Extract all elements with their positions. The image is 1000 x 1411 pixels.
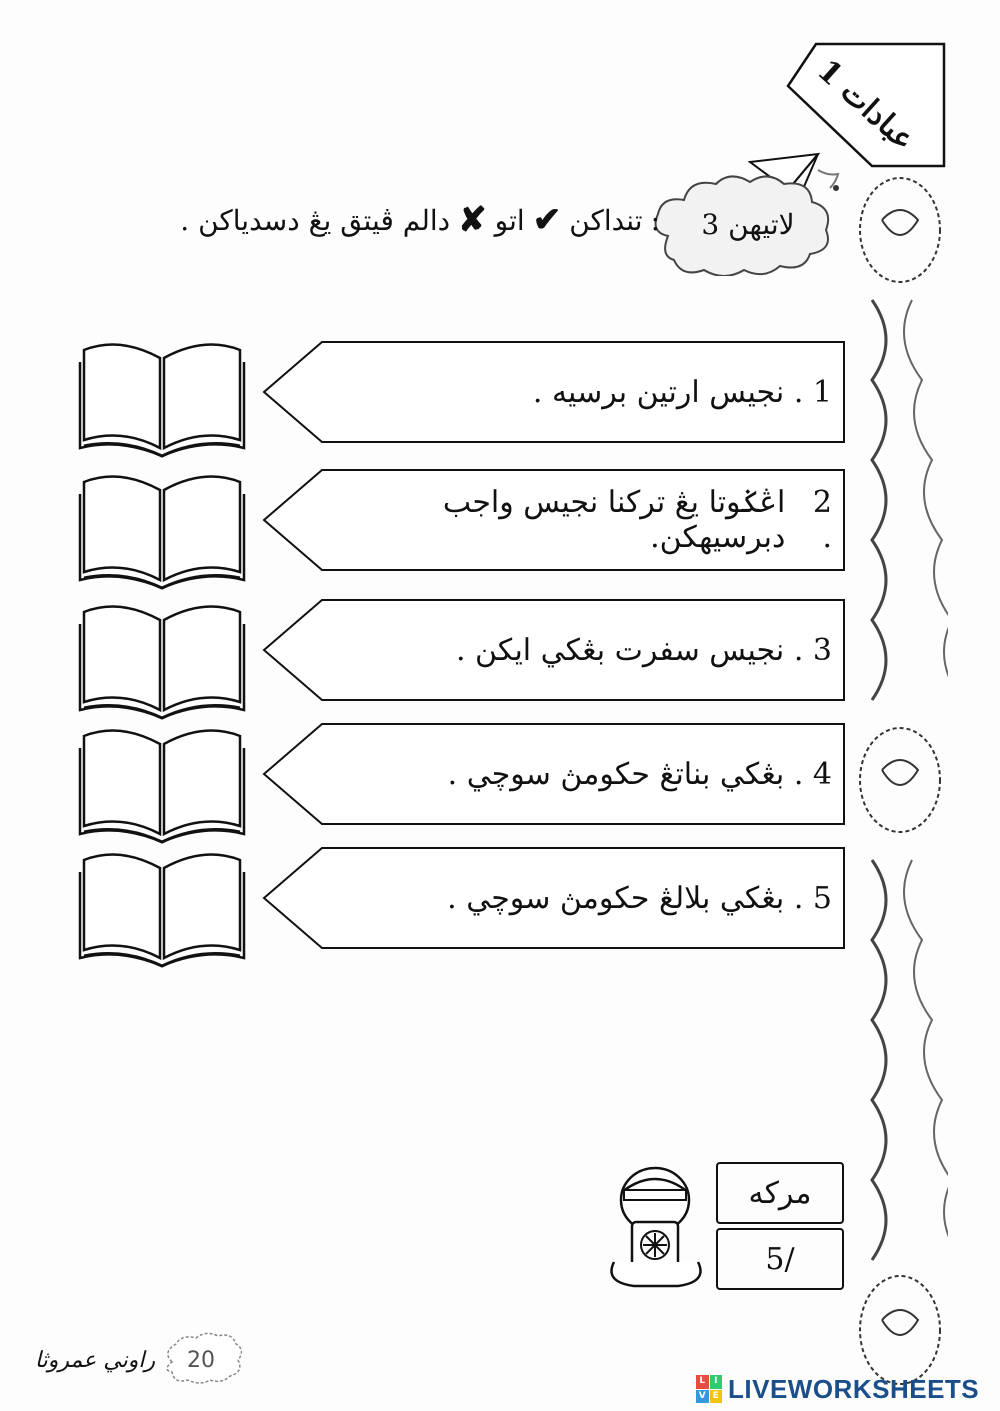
statement-text <box>312 722 832 826</box>
statement-number: 1 . <box>793 374 832 410</box>
statement-banner <box>262 846 846 950</box>
answer-box-5[interactable] <box>78 838 246 970</box>
score-label-box <box>716 1162 844 1224</box>
statement-body: نجيس سفرت بڠکي ايكن . <box>455 632 785 668</box>
statement-text <box>312 340 832 444</box>
lesson-tag-text: عبادات 1 <box>810 52 922 158</box>
liveworksheets-logo-icon <box>696 1375 722 1403</box>
activity-cloud <box>648 172 848 276</box>
logo-letter: L <box>696 1375 709 1389</box>
statement-banner <box>262 468 846 572</box>
brand-name: LIVEWORKSHEETS <box>728 1373 980 1404</box>
instruction-after: دالم ڤيتق يڠ دسدياكن . <box>180 203 451 237</box>
score-label: مركه <box>748 1175 812 1211</box>
score-value: /5 <box>765 1241 795 1277</box>
statement-body: اڠݢوتا يڠ ترکنا نجيس واجب دبرسيهکن. <box>442 485 786 555</box>
logo-letter: I <box>710 1375 723 1389</box>
logo-letter: E <box>710 1390 723 1404</box>
reading-child-icon <box>600 1162 710 1290</box>
page-number: 20 <box>187 1347 215 1373</box>
open-book-icon <box>78 714 246 846</box>
cross-mark-icon: ✘ <box>458 200 487 240</box>
calligraphy-border <box>852 170 948 1400</box>
instruction-before: تنداكن <box>569 203 643 237</box>
logo-letter: V <box>696 1390 709 1404</box>
open-book-icon <box>78 590 246 722</box>
statement-number: 2 . <box>812 485 832 555</box>
page-number-cloud <box>160 1332 242 1388</box>
statement-text <box>312 468 832 572</box>
open-book-icon <box>78 328 246 460</box>
statement-body: نجيس ارتين برسيه . <box>532 374 785 410</box>
statement-banner <box>262 722 846 826</box>
statement-text <box>312 846 832 950</box>
instruction-conj: اتو <box>494 203 525 237</box>
activity-label: لاتيهن 3 <box>701 207 795 241</box>
liveworksheets-brand[interactable] <box>696 1372 996 1406</box>
statement-body: بڠکي بناتڠ حکومڽ سوچي . <box>447 756 785 792</box>
book-title: راوني عمروثا <box>34 1347 156 1373</box>
statement-banner <box>262 340 846 444</box>
answer-box-2[interactable] <box>78 460 246 592</box>
statement-banner <box>262 598 846 702</box>
statement-number: 5 . <box>793 880 832 916</box>
answer-box-4[interactable] <box>78 714 246 846</box>
open-book-icon <box>78 460 246 592</box>
statement-text <box>312 598 832 702</box>
answer-box-3[interactable] <box>78 590 246 722</box>
instruction-colon: : <box>650 203 660 237</box>
statement-number: 3 . <box>793 632 832 668</box>
check-mark-icon: ✔ <box>532 200 562 240</box>
instruction <box>140 190 660 250</box>
statement-number: 4 . <box>793 756 832 792</box>
open-book-icon <box>78 838 246 970</box>
statement-body: بڠکي بلالڠ حکومڽ سوچي . <box>447 880 785 916</box>
answer-box-1[interactable] <box>78 328 246 460</box>
score-value-box <box>716 1228 844 1290</box>
